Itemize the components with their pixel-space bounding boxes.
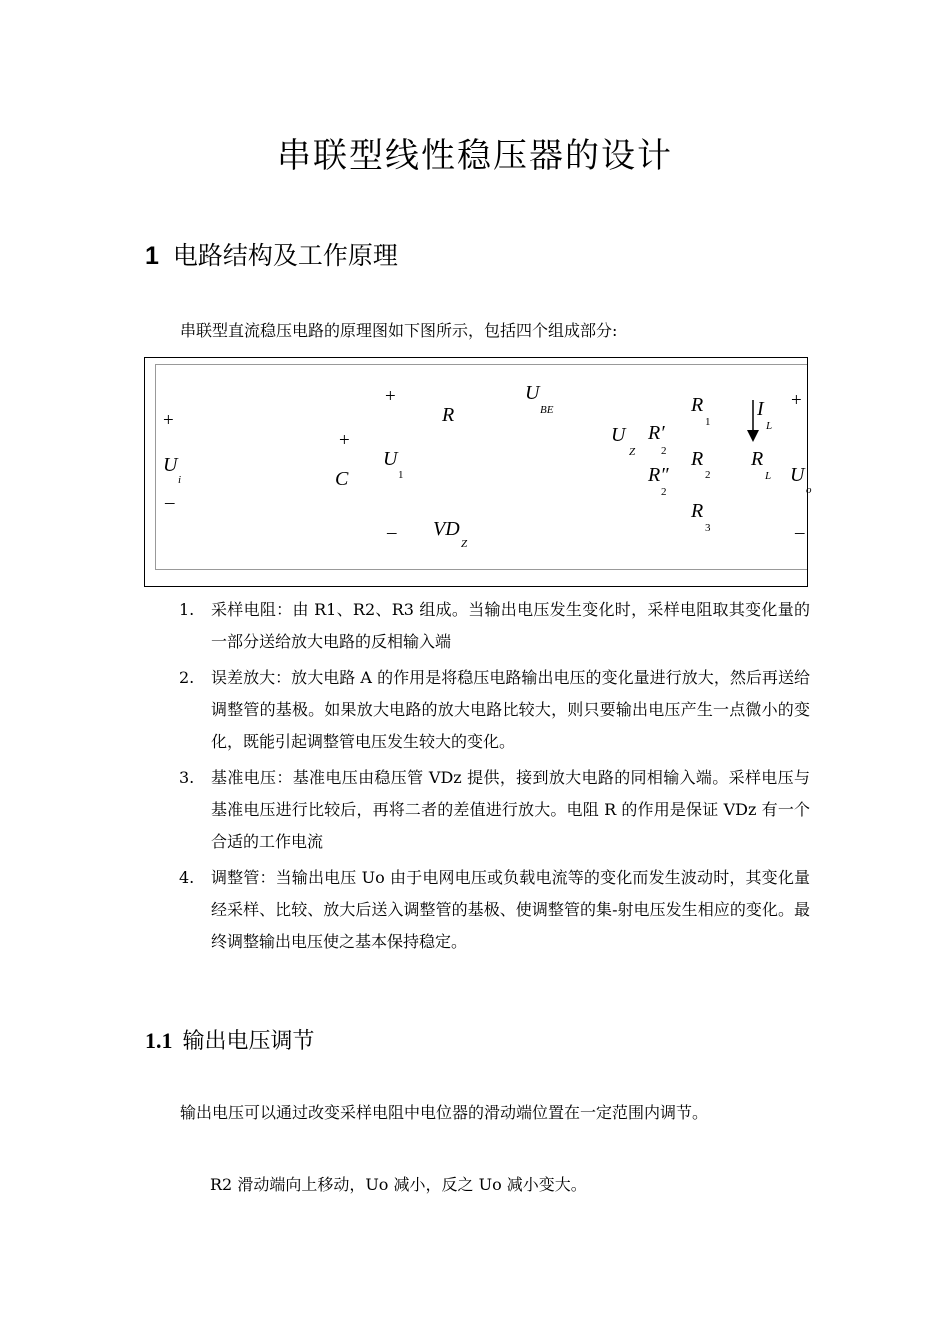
list-item bbox=[145, 594, 810, 658]
uz-subscript: Z bbox=[629, 446, 636, 458]
list-item-text: 采样电阻：由 R1、R2、R3 组成。当输出电压发生变化时，采样电阻取其变化量的一部分送给放大电路的反相输入端 bbox=[211, 600, 810, 651]
ui-label: U bbox=[163, 454, 178, 476]
intro-paragraph: 串联型直流稳压电路的原理图如下图所示，包括四个组成部分: bbox=[180, 321, 618, 340]
r2-label: R bbox=[691, 448, 704, 470]
list-item-text: 误差放大：放大电路 A 的作用是将稳压电路输出电压的变化量进行放大，然后再送给调整管的基极。如果放大电路的放大电路比较大，则只要输出电压产生一点微小的变化，既能引起调整管电压发生较大的变化。 bbox=[211, 668, 810, 751]
section-1-1-heading bbox=[145, 1024, 315, 1055]
zener-subscript: Z bbox=[461, 538, 468, 550]
capacitor-plus-label: + bbox=[339, 430, 350, 451]
rl-subscript: L bbox=[765, 470, 772, 482]
section-1-number: 1 bbox=[145, 242, 159, 270]
list-item bbox=[145, 662, 810, 758]
circuit-figure-frame bbox=[155, 364, 807, 570]
uo-label: U bbox=[790, 464, 805, 486]
r2-double-prime-subscript: 2 bbox=[661, 486, 667, 498]
output-voltage-paragraph: 输出电压可以通过改变采样电阻中电位器的滑动端位置在一定范围内调节。 bbox=[180, 1103, 709, 1122]
ui-subscript: i bbox=[178, 474, 182, 486]
ube-subscript: BE bbox=[540, 404, 554, 416]
section-1-1-title: 输出电压调节 bbox=[182, 1029, 315, 1054]
uo-subscript: o bbox=[806, 484, 812, 496]
r1-subscript: 1 bbox=[705, 416, 711, 428]
il-label: I bbox=[757, 398, 764, 420]
r2-double-prime-label: R″ bbox=[648, 464, 669, 486]
u1-label: U bbox=[383, 448, 398, 470]
r3-label: R bbox=[691, 500, 704, 522]
component-list bbox=[145, 594, 810, 958]
zener-label: VD bbox=[433, 518, 460, 540]
ube-label: U bbox=[525, 382, 540, 404]
resistor-r-label: R bbox=[442, 404, 455, 426]
r2-prime-subscript: 2 bbox=[661, 445, 667, 457]
uz-label: U bbox=[611, 424, 626, 446]
list-item-number: 1. bbox=[179, 600, 195, 619]
input-minus-label: – bbox=[165, 492, 175, 513]
u1-subscript: 1 bbox=[398, 469, 404, 481]
r3-subscript: 3 bbox=[705, 522, 711, 534]
list-item-text: 调整管：当输出电压 Uo 由于电网电压或负载电流等的变化而发生波动时，其变化量经采样、比较、放大后送入调整管的基极、使调整管的集-射电压发生相应的变化。最终调整输出电压使之基本保持稳定。 bbox=[211, 868, 810, 951]
list-item-text: 基准电压：基准电压由稳压管 VDz 提供，接到放大电路的同相输入端。采样电压与基准电压进行比较后，再将二者的差值进行放大。电阻 R 的作用是保证 VDz 有一个合适的工作电流 bbox=[211, 768, 810, 851]
input-plus-label: + bbox=[163, 410, 174, 431]
list-item-number: 4. bbox=[179, 868, 195, 887]
u1-plus-label: + bbox=[385, 386, 396, 407]
section-1-heading bbox=[145, 236, 398, 272]
r2-subscript: 2 bbox=[705, 469, 711, 481]
output-plus-label: + bbox=[791, 390, 802, 411]
r2-prime-label: R′ bbox=[648, 422, 665, 444]
list-item bbox=[145, 862, 810, 958]
il-subscript: L bbox=[766, 420, 773, 432]
circuit-figure bbox=[144, 357, 812, 587]
list-item-number: 2. bbox=[179, 668, 195, 687]
list-item-number: 3. bbox=[179, 768, 195, 787]
output-minus-label: – bbox=[795, 522, 805, 543]
rl-label: R bbox=[751, 448, 764, 470]
section-1-1-number: 1.1 bbox=[145, 1028, 173, 1053]
u1-minus-label: – bbox=[387, 522, 397, 543]
capacitor-label: C bbox=[335, 468, 349, 490]
r1-label: R bbox=[691, 394, 704, 416]
slider-direction-paragraph: R2 滑动端向上移动，Uo 减小，反之 Uo 减小变大。 bbox=[210, 1175, 587, 1194]
document-title: 串联型线性稳压器的设计 bbox=[277, 136, 673, 176]
list-item bbox=[145, 762, 810, 858]
section-1-title: 电路结构及工作原理 bbox=[172, 241, 398, 270]
